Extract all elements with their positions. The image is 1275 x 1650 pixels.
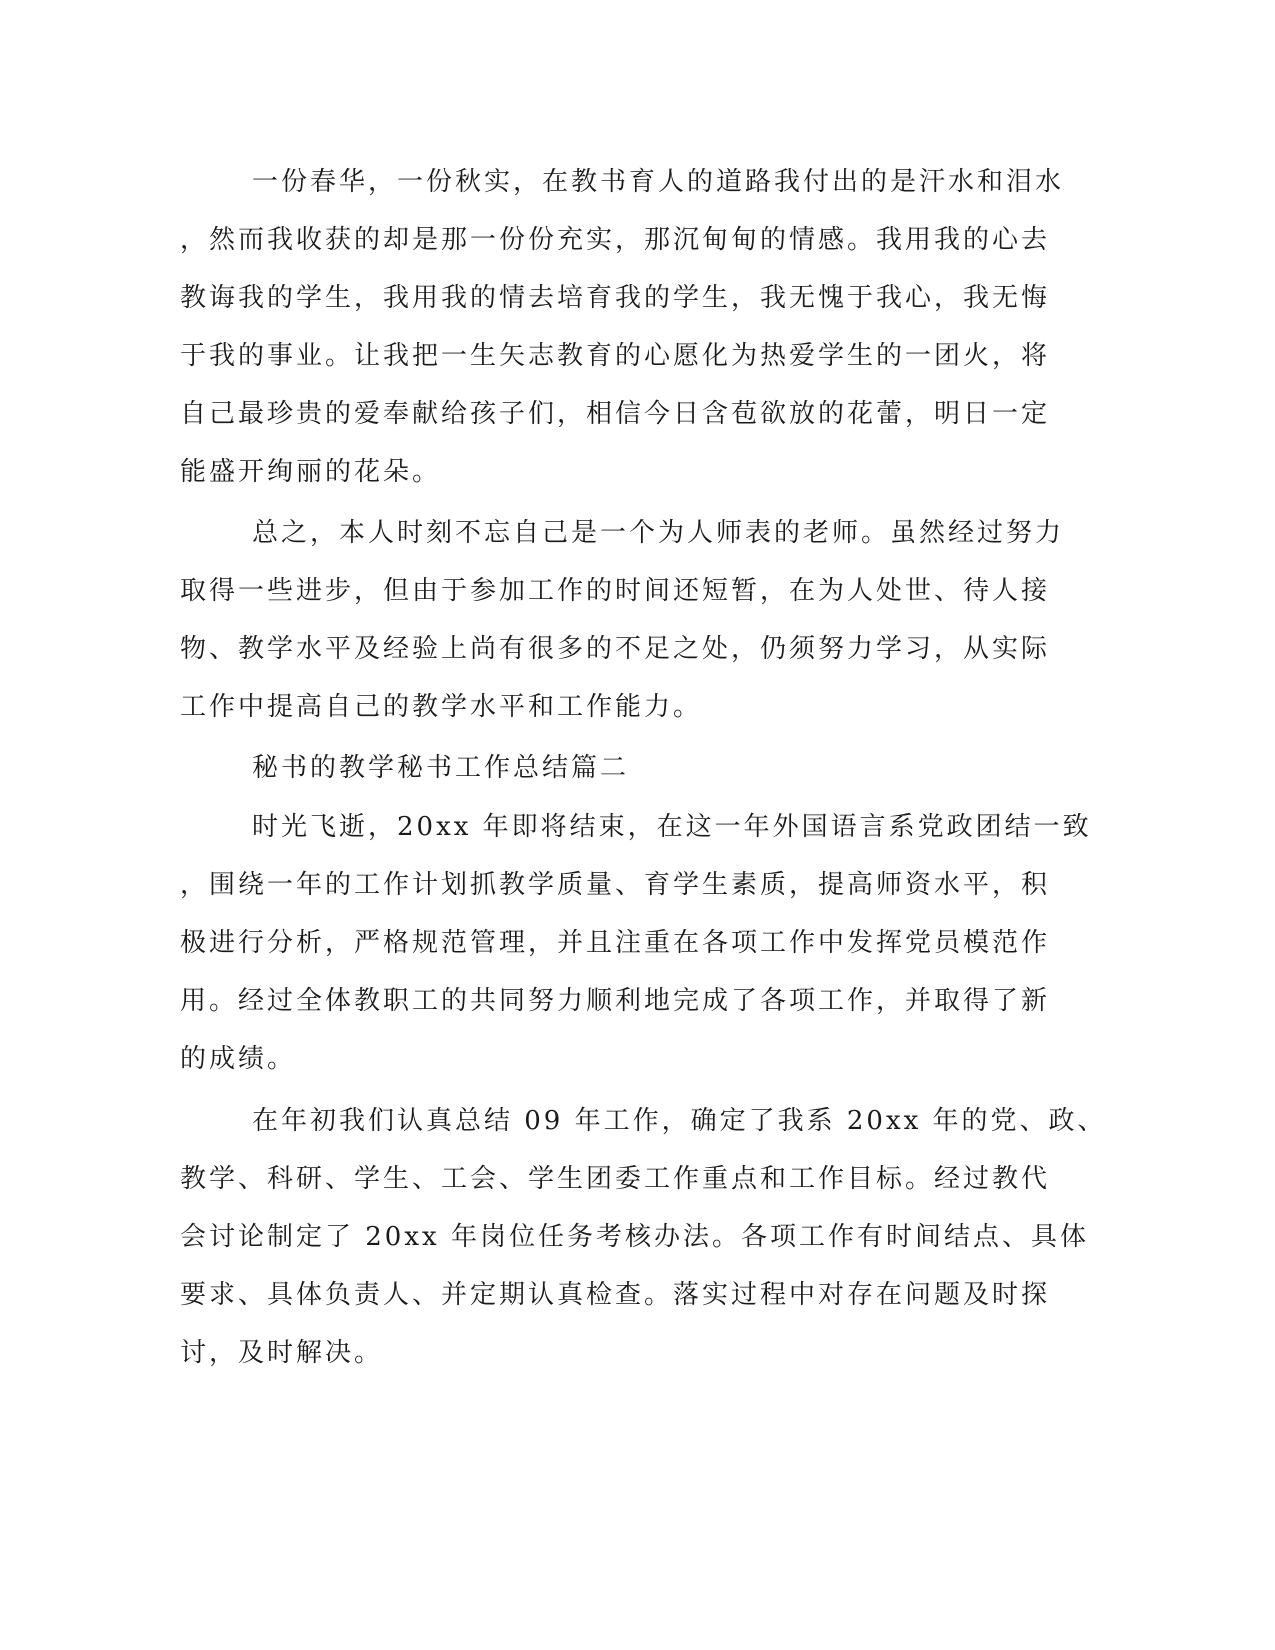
paragraph-1-line-6: 能盛开绚丽的花朵。 (180, 457, 442, 487)
paragraph-3-line-3: 极进行分析，严格规范管理，并且注重在各项工作中发挥党员模范作 (180, 928, 1051, 958)
paragraph-2-line-1: 总之，本人时刻不忘自己是一个为人师表的老师。虽然经过努力 (252, 518, 1065, 548)
paragraph-2-line-4: 工作中提高自己的教学水平和工作能力。 (180, 692, 703, 722)
section-heading: 秘书的教学秘书工作总结篇二 (252, 753, 630, 783)
paragraph-4-line-4: 要求、具体负责人、并定期认真检查。落实过程中对存在问题及时探 (180, 1280, 1051, 1310)
paragraph-2-line-2: 取得一些进步，但由于参加工作的时间还短暂，在为人处世、待人接 (180, 576, 1051, 606)
paragraph-4-line-2: 教学、科研、学生、工会、学生团委工作重点和工作目标。经过教代 (180, 1164, 1051, 1194)
paragraph-3-line-2: ，围绕一年的工作计划抓教学质量、育学生素质，提高师资水平，积 (180, 870, 1051, 900)
paragraph-1-line-4: 于我的事业。让我把一生矢志教育的心愿化为热爱学生的一团火，将 (180, 341, 1051, 371)
paragraph-4-line-5: 讨，及时解决。 (180, 1338, 384, 1368)
paragraph-3-line-1: 时光飞逝，20xx 年即将结束，在这一年外国语言系党政团结一致 (252, 812, 1092, 842)
paragraph-4-line-3: 会讨论制定了 20xx 年岗位任务考核办法。各项工作有时间结点、具体 (180, 1222, 1089, 1252)
paragraph-1-line-1: 一份春华，一份秋实，在教书育人的道路我付出的是汗水和泪水 (252, 167, 1065, 197)
paragraph-1-line-3: 教诲我的学生，我用我的情去培育我的学生，我无愧于我心，我无悔 (180, 283, 1051, 313)
paragraph-1-line-5: 自己最珍贵的爱奉献给孩子们，相信今日含苞欲放的花蕾，明日一定 (180, 399, 1051, 429)
paragraph-3-line-4: 用。经过全体教职工的共同努力顺利地完成了各项工作，并取得了新 (180, 986, 1051, 1016)
paragraph-4-line-1: 在年初我们认真总结 09 年工作，确定了我系 20xx 年的党、政、 (252, 1106, 1107, 1136)
paragraph-1-line-2: ，然而我收获的却是那一份份充实，那沉甸甸的情感。我用我的心去 (180, 225, 1051, 255)
paragraph-2-line-3: 物、教学水平及经验上尚有很多的不足之处，仍须努力学习，从实际 (180, 634, 1051, 664)
paragraph-3-line-5: 的成绩。 (180, 1044, 297, 1074)
